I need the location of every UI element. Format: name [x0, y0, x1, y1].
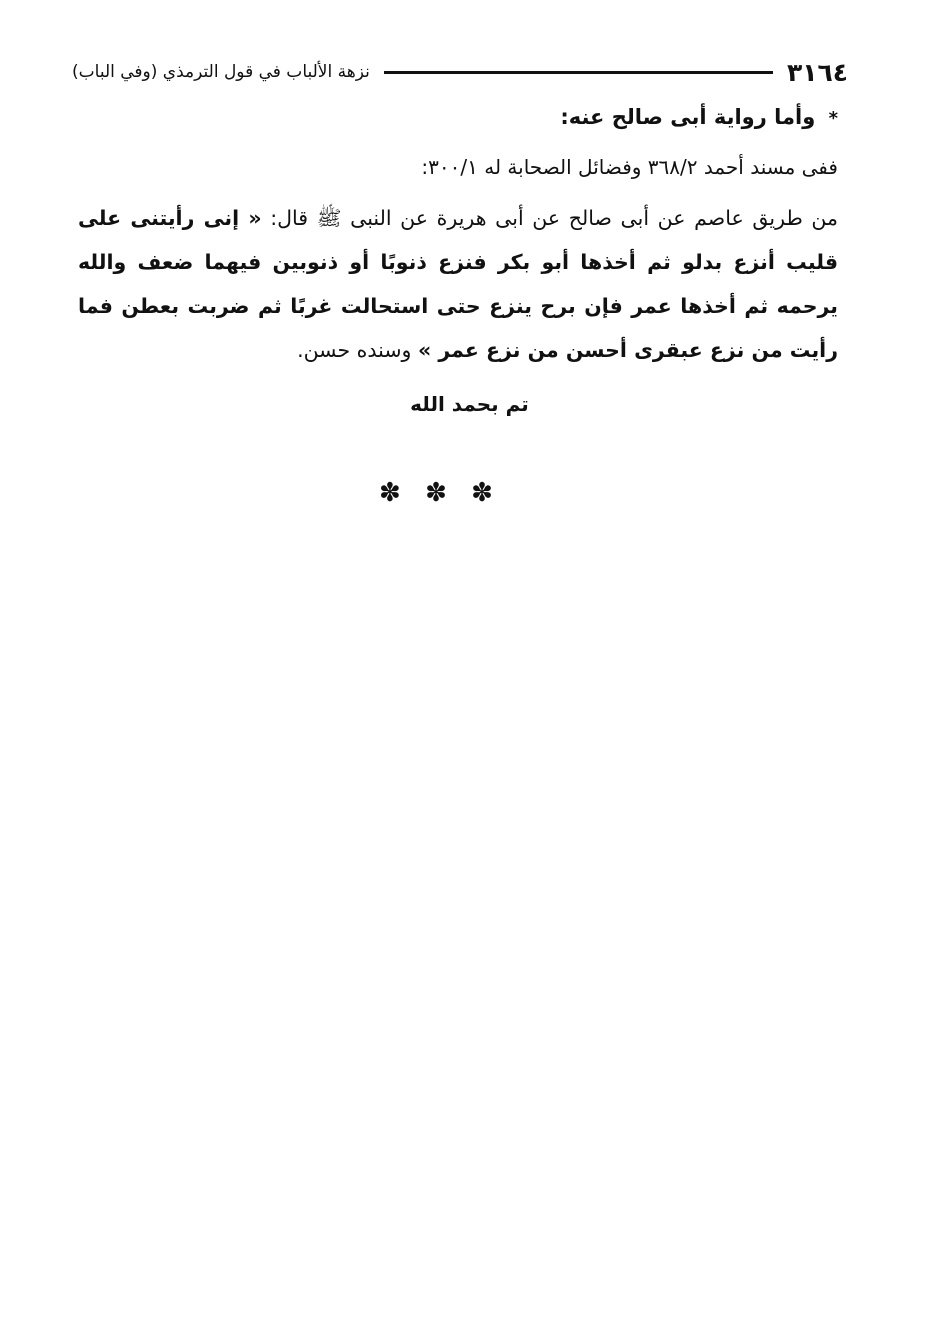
section-heading-text: وأما رواية أبى صالح عنه: [560, 105, 816, 129]
star-marker: * [828, 108, 838, 129]
header-rule [384, 71, 773, 74]
ornament-stars: ✽ ✽ ✽ [379, 478, 501, 508]
hadith-paragraph [78, 196, 838, 372]
running-header [72, 52, 848, 92]
body-text [78, 100, 838, 372]
hadith-grade: وسنده حسن. [297, 338, 412, 362]
hadith-text: « إنى رأيتنى على قليب أنزع بدلو ثم أخذها أبو بكر فنزع ذنوبًا أو ذنوبين فيهما ضعف والله يرحمه ثم أخذها عمر فإن برح ينزع حتى استحالت غربًا ثم ضربت بعطن فما رأيت من نزع عبقرى أحسن من نزع عمر » [78, 206, 838, 362]
section-heading [78, 100, 838, 146]
page-number: ٣١٦٤ [786, 57, 848, 87]
closing-line: تم بحمد الله [410, 392, 529, 416]
book-title: نزهة الألباب في قول الترمذي (وفي الباب) [72, 62, 370, 82]
hadith-chain: من طريق عاصم عن أبى صالح عن أبى هريرة عن النبى ﷺ قال: [270, 206, 838, 230]
source-reference: ففى مسند أحمد ٣٦٨/٢ وفضائل الصحابة له ٣٠٠/١: [421, 155, 838, 179]
